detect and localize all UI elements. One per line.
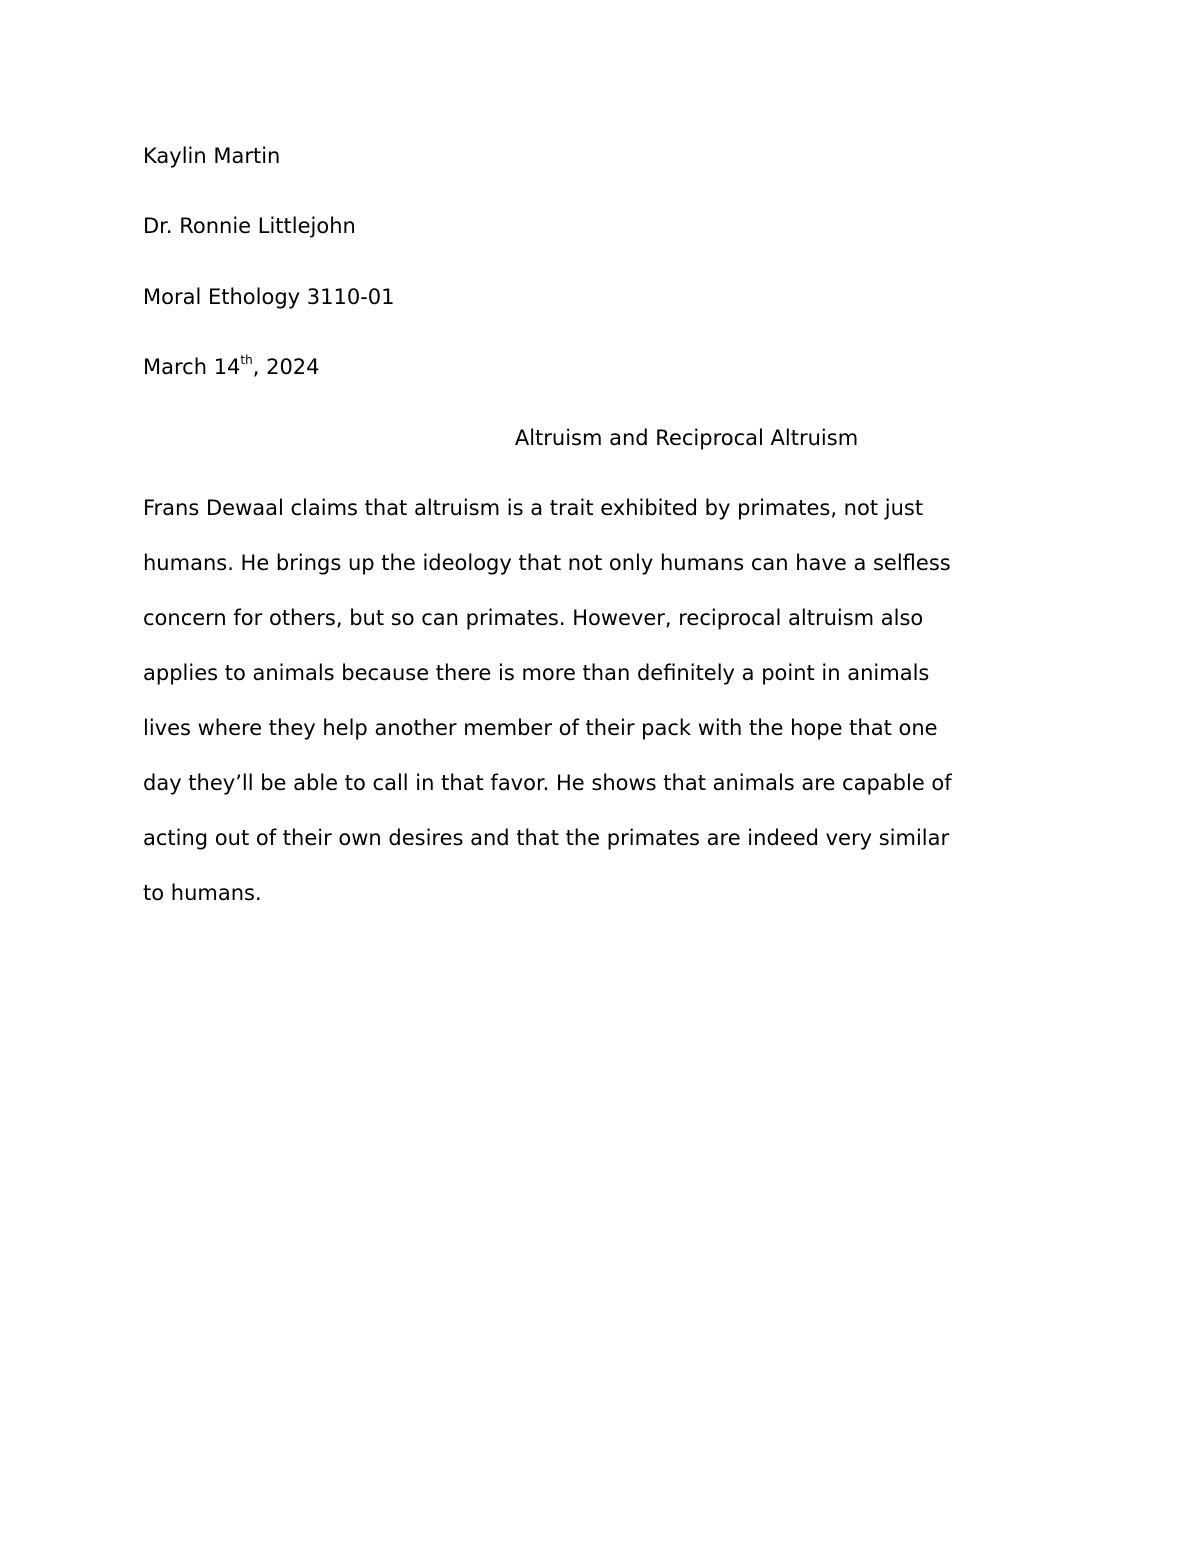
body-line: day they’ll be able to call in that favor. He shows that animals are capable of	[143, 771, 952, 795]
essay-title: Altruism and Reciprocal Altruism	[514, 426, 859, 450]
body-line: to humans.	[143, 881, 262, 905]
course-name: Moral Ethology 3110-01	[143, 285, 395, 309]
body-line: applies to animals because there is more than definitely a point in animals	[143, 661, 930, 685]
author-name: Kaylin Martin	[143, 144, 281, 168]
body-line: concern for others, but so can primates. However, reciprocal altruism also	[143, 606, 924, 630]
date-ordinal-suffix: th	[240, 353, 253, 367]
body-line: acting out of their own desires and that the primates are indeed very similar	[143, 826, 950, 850]
body-line: humans. He brings up the ideology that not only humans can have a selfless	[143, 551, 951, 575]
instructor-name: Dr. Ronnie Littlejohn	[143, 214, 356, 238]
date-month-day: March 14	[143, 355, 241, 379]
body-line: lives where they help another member of their pack with the hope that one	[143, 716, 938, 740]
body-line: Frans Dewaal claims that altruism is a trait exhibited by primates, not just	[143, 496, 924, 520]
submission-date	[143, 355, 320, 379]
date-year: , 2024	[252, 355, 320, 379]
essay-body	[143, 481, 1063, 921]
